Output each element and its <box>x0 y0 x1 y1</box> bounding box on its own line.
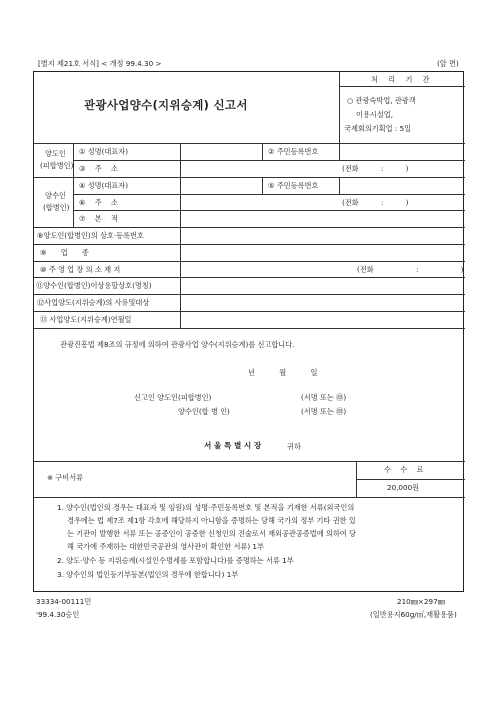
transferor-address-field[interactable] <box>184 163 334 175</box>
recipient-suffix: 귀하 <box>287 442 301 451</box>
requirement-3: 3. 양수인의 법인등기부등본(법인의 경우에 한합니다) 1부 <box>57 570 239 579</box>
location-phone: (전화 : ) <box>357 265 464 274</box>
transferee-address-label: ⑥ 주 소 <box>79 198 122 207</box>
new-trade-name-field[interactable] <box>184 280 461 292</box>
transferee-name-field[interactable] <box>184 180 258 192</box>
requirement-1-line2: 경우에는 법 제7조 제1항 각호에 해당하지 아니함을 증명하는 당해 국가의 정부 기타 권한 있 <box>67 516 356 525</box>
row-reason-label: ⑫사업양도(지위승계)의 사유및대상 <box>37 298 150 307</box>
footer-paper-size: 210㎜×297㎜ <box>397 597 445 606</box>
date-line: 년 월 일 <box>248 368 318 377</box>
row-business-type-label: ⑨ 업 종 <box>40 248 89 257</box>
transferee-phone: (전화 : ) <box>342 198 409 207</box>
requirement-2: 2. 양도·양수 등 지위승계(시설인수명세를 포함합니다)를 증명하는 서류 1부 <box>57 556 294 565</box>
required-documents-label: ※ 구비서류 <box>47 473 84 482</box>
transferor-phone: (전화 : ) <box>342 164 409 173</box>
transferor-reg-field[interactable] <box>343 146 461 158</box>
processing-period-line1: ○ 관광숙박업, 관광객 <box>347 96 416 105</box>
form-header-right: (앞 면) <box>437 59 459 68</box>
declaration-text: 관광진흥법 제8조의 규정에 의하여 관광사업 양수(지위승계)를 신고합니다. <box>60 340 295 349</box>
signature-transferor-label: 신고인 양도인(피합병인) <box>134 393 212 402</box>
transferee-name-label: ④ 성명(대표자) <box>79 181 129 190</box>
fee-value: 20,000원 <box>387 483 420 492</box>
application-form <box>33 71 464 592</box>
trade-name-field[interactable] <box>184 230 461 242</box>
processing-period-line3: 국제회의기획업 : 5일 <box>344 124 412 133</box>
signature-transferor-sign[interactable]: (서명 또는 ㊞) <box>301 393 347 402</box>
reason-field[interactable] <box>184 297 461 309</box>
transferee-label: 양수인 <box>45 191 66 200</box>
form-title: 관광사업양수(지위승계) 신고서 <box>84 98 248 112</box>
footer-paper-spec: (일반용지60g/㎡,재활용품) <box>370 610 457 619</box>
transferor-address-label: ③ 주 소 <box>79 164 122 173</box>
business-type-field[interactable] <box>184 247 461 259</box>
transferee-reg-field[interactable] <box>343 180 461 192</box>
recipient: 서 울 특 별 시 장 <box>204 441 262 450</box>
transferor-sublabel: (피합병인) <box>40 161 74 170</box>
row-new-trade-name-label: ⑪양수인(합병인)이상용할상호(명칭) <box>36 281 152 290</box>
processing-period-header: 처 리 기 간 <box>371 75 434 84</box>
footer-code: 33334-00111민 <box>36 597 92 606</box>
form-header-left: [별지 제21호 서식] < 개정 99.4.30 > <box>38 59 162 68</box>
transfer-date-field[interactable] <box>184 314 461 326</box>
transferee-sublabel: (합병인) <box>43 203 70 212</box>
footer-approval-date: '99.4.30승인 <box>36 610 80 619</box>
processing-period-line2: 이용시설업, <box>356 110 394 119</box>
transferor-reg-label: ② 주민등록번호 <box>268 147 319 156</box>
row-location-label: ⑩ 주 영 업 장 의 소 재 지 <box>40 265 121 274</box>
transferee-reg-label: ⑤ 주민등록번호 <box>268 181 319 190</box>
row-trade-name-label: ⑧양도인(합병인)의 상호·등록번호 <box>37 231 144 240</box>
transferor-label: 양도인 <box>45 149 66 158</box>
signature-transferee-label: 양수인(합 병 인) <box>178 407 230 416</box>
requirement-1-line3: 는 기관이 발행한 서류 또는 공증인이 공증한 신청인의 진술로서 재외공관공증법에 의하여 당 <box>67 529 356 538</box>
requirement-1-line1: 1. 양수인(법인의 경우는 대표자 및 임원)의 성명·주민등록번호 및 본적을 기재한 서류(외국인의 <box>57 503 355 512</box>
transferee-address-field[interactable] <box>184 197 334 208</box>
row-transfer-date-label: ⑬ 사업양도(지위승계)연월일 <box>40 315 132 324</box>
requirement-1-line4: 해 국가에 주재하는 대한민국공관의 영사관이 확인한 서류) 1부 <box>67 542 264 551</box>
fee-label: 수 수 료 <box>384 465 427 474</box>
signature-transferee-sign[interactable]: (서명 또는 ㊞) <box>301 407 347 416</box>
transferee-origin-label: ⑦ 본 적 <box>79 214 122 223</box>
location-field[interactable] <box>184 264 354 275</box>
transferor-name-field[interactable] <box>184 146 258 158</box>
transferee-origin-field[interactable] <box>184 213 461 225</box>
transferor-name-label: ① 성명(대표자) <box>79 147 129 156</box>
